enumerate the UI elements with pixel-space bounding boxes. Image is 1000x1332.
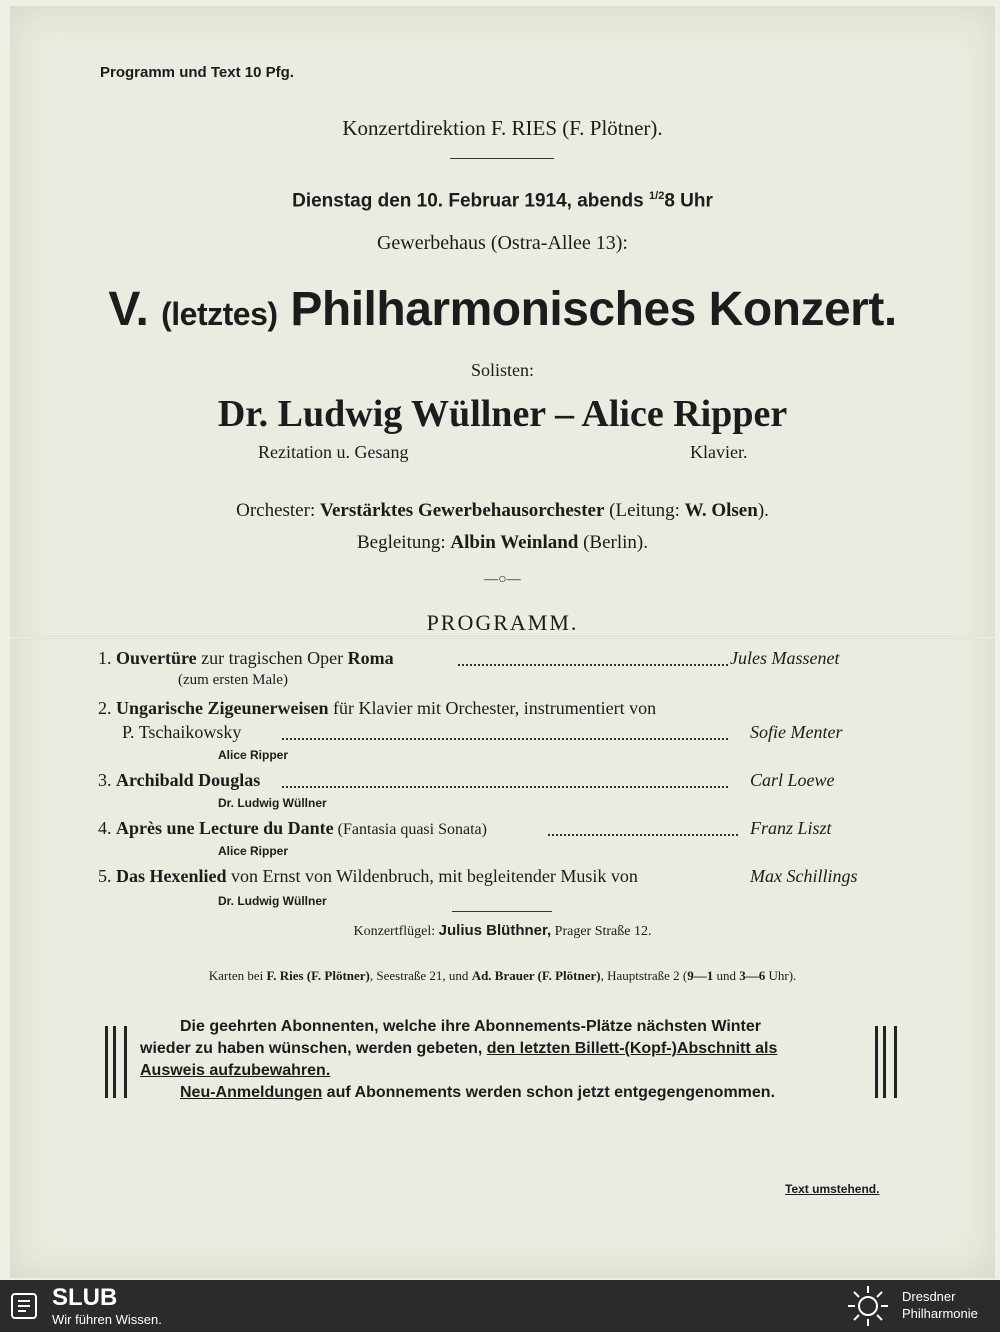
- org-name-1: Dresdner: [902, 1289, 956, 1304]
- soloist-names: Dr. Ludwig Wüllner – Alice Ripper: [217, 393, 788, 435]
- leader-dots: [548, 834, 738, 836]
- divider: [450, 158, 554, 159]
- tickets-note: Karten bei F. Ries (F. Plötner), Seestraße 21, und Ad. Brauer (F. Plötner), Hauptstraße 2 (9—1 und 3—6 Uhr).: [208, 968, 797, 983]
- archive-footer: [0, 1280, 1000, 1332]
- notice-line-2: wieder zu haben wünschen, werden gebeten, den letzten Billett-(Kopf-)Abschnitt als: [140, 1040, 778, 1057]
- org-name-2: Philharmonie: [902, 1306, 978, 1321]
- composer: Max Schillings: [750, 866, 858, 886]
- divider: [452, 911, 552, 912]
- program-item-4: 4. Après une Lecture du Dante (Fantasia quasi Sonata): [98, 818, 487, 838]
- ornament-divider: —○—: [484, 572, 521, 587]
- philharmonie-sun-icon: [846, 1284, 890, 1328]
- bar-ornament-left: [105, 1026, 127, 1098]
- accompaniment-line: Begleitung: Albin Weinland (Berlin).: [356, 532, 649, 553]
- concert-direction: Konzertdirektion F. RIES (F. Plötner).: [342, 116, 663, 140]
- program-heading: PROGRAMM.: [426, 610, 579, 635]
- performer: Dr. Ludwig Wüllner: [218, 894, 327, 908]
- program-item-1: 1. Ouvertüre zur tragischen Oper Roma: [98, 648, 394, 668]
- program-item-2: 2. Ungarische Zigeunerweisen für Klavier mit Orchester, instrumentiert von: [98, 698, 657, 718]
- program-item-2-arranger: P. Tschaikowsky: [122, 722, 242, 742]
- concert-title: V. (letztes) Philharmonisches Konzert.: [108, 283, 897, 336]
- notice-line-1: Die geehrten Abonnenten, welche ihre Abonnements-Plätze nächsten Winter: [180, 1018, 761, 1035]
- role-right: Klavier.: [690, 442, 748, 462]
- slub-wordmark: SLUB: [52, 1284, 118, 1311]
- performer: Dr. Ludwig Wüllner: [218, 796, 327, 810]
- paper-fold: [10, 636, 995, 639]
- date-line: Dienstag den 10. Februar 1914, abends $^{1/2}$8 Uhr: [292, 190, 713, 212]
- performer-note: (zum ersten Male): [178, 672, 288, 688]
- composer: Sofie Menter: [750, 722, 843, 742]
- leader-dots: [282, 786, 728, 788]
- notice-line-3: Ausweis aufzubewahren.: [140, 1062, 331, 1079]
- leader-dots: [458, 664, 728, 666]
- slub-tagline: Wir führen Wissen.: [52, 1312, 162, 1327]
- program-item-3: 3. Archibald Douglas: [98, 770, 261, 790]
- program-item-5: 5. Das Hexenlied von Ernst von Wildenbruch, mit begleitender Musik von: [98, 866, 638, 886]
- bar-ornament-right: [875, 1026, 897, 1098]
- program-sheet: [10, 6, 995, 1278]
- notice-line-4: Neu-Anmeldungen auf Abonnements werden schon jetzt entgegengenommen.: [180, 1084, 776, 1101]
- venue: Gewerbehaus (Ostra-Allee 13):: [376, 232, 628, 254]
- composer: Jules Massenet: [730, 648, 840, 668]
- composer: Carl Loewe: [750, 770, 835, 790]
- role-left: Rezitation u. Gesang: [258, 442, 409, 462]
- composer: Franz Liszt: [750, 818, 832, 838]
- leader-dots: [282, 738, 728, 740]
- price-note: Programm und Text 10 Pfg.: [100, 64, 294, 81]
- slub-logo-icon: [10, 1292, 38, 1320]
- performer: Alice Ripper: [218, 844, 289, 858]
- text-overleaf-note: Text umstehend.: [785, 1182, 880, 1196]
- orchestra-line: Orchester: Verstärktes Gewerbehausorchester (Leitung: W. Olsen).: [236, 500, 769, 521]
- performer: Alice Ripper: [218, 748, 289, 762]
- piano-note: Konzertflügel: Julius Blüthner, Prager Straße 12.: [353, 922, 652, 939]
- soloists-label: Solisten:: [470, 360, 534, 380]
